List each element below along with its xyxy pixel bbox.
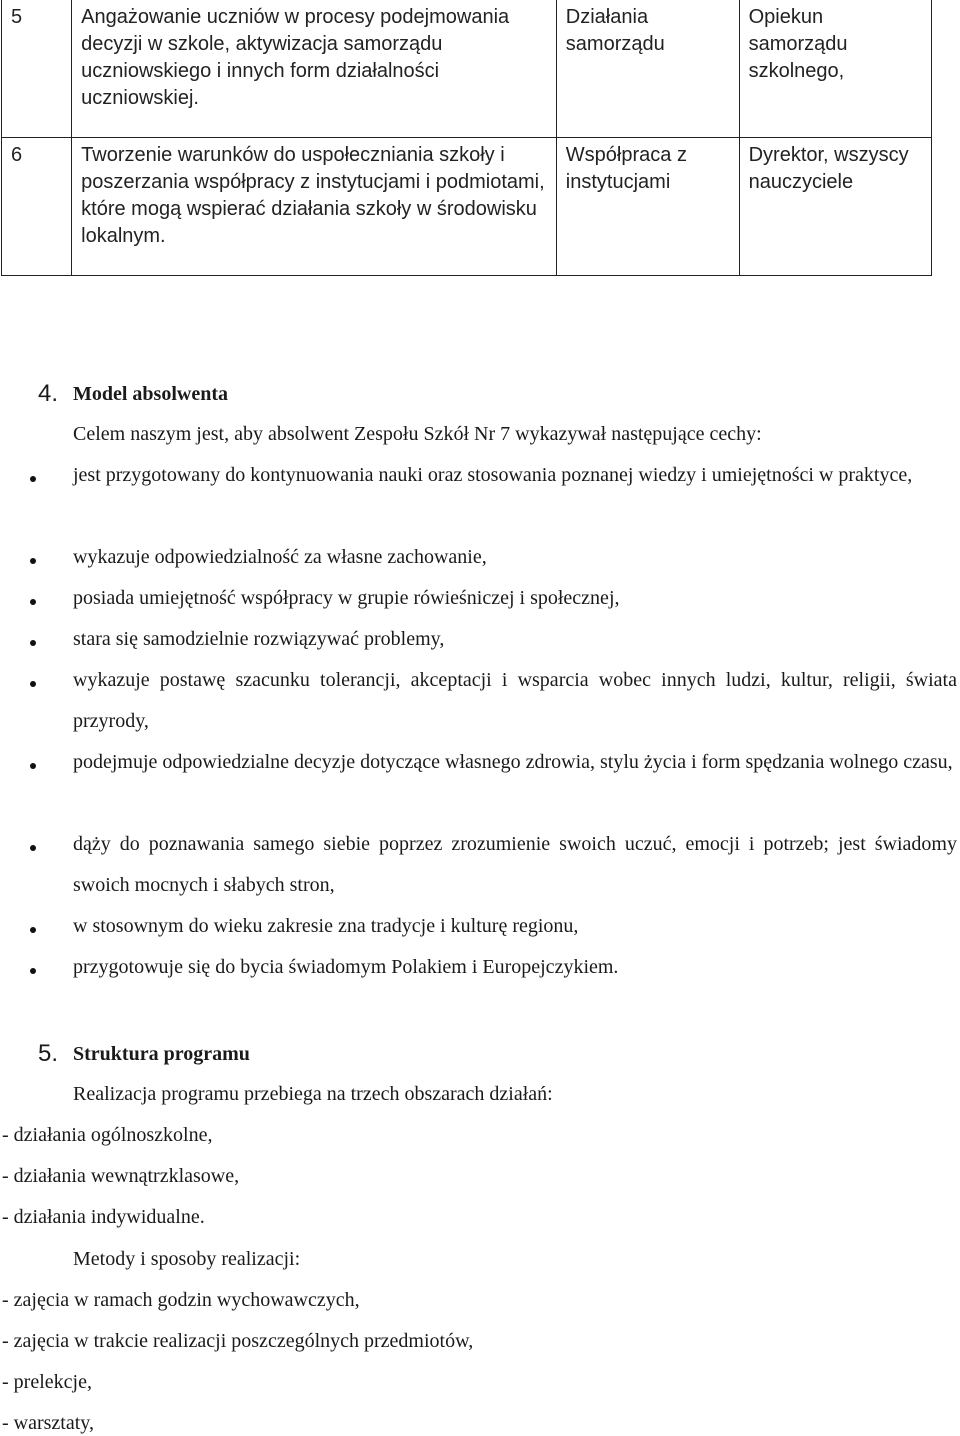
section-number: 5.	[38, 1040, 59, 1067]
bullet-icon	[30, 476, 36, 482]
row-number: 5	[2, 0, 72, 138]
table-row	[2, 0, 932, 138]
list-item: posiada umiejętność współpracy w grupie rówieśniczej i społecznej,	[73, 587, 620, 609]
bullet-icon	[30, 599, 36, 605]
list-item: jest przygotowany do kontynuowania nauki oraz stosowania poznanej wiedzy i umiejętności w praktyce,	[73, 464, 913, 486]
list-item: przygotowuje się do bycia świadomym Polakiem i Europejczykiem.	[73, 956, 619, 978]
list-item: stara się samodzielnie rozwiązywać problemy,	[73, 628, 445, 650]
list-item: - zajęcia w ramach godzin wychowawczych,	[2, 1289, 360, 1311]
list-item: - działania indywidualne.	[2, 1206, 205, 1228]
list-item: - warsztaty,	[2, 1412, 94, 1434]
list-item: dąży do poznawania samego siebie poprzez zrozumienie swoich uczuć, emocji i potrzeb; jest świadomy swoich mocnych i słabych stron,	[73, 833, 957, 896]
table-row	[2, 138, 932, 276]
activities-table	[1, 0, 932, 276]
bullet-icon	[30, 558, 36, 564]
row-task: Angażowanie uczniów w procesy podejmowania decyzji w szkole, aktywizacja samorządu uczniowskiego i innych form działalności uczniowskiej.	[72, 0, 557, 138]
list-item: w stosownym do wieku zakresie zna tradycje i kulturę regionu,	[73, 915, 579, 937]
row-number: 6	[2, 138, 72, 276]
list-item: - działania wewnątrzklasowe,	[2, 1165, 240, 1187]
bullet-icon	[30, 640, 36, 646]
list-item: - działania ogólnoszkolne,	[2, 1124, 213, 1146]
row-responsible: Dyrektor, wszyscy nauczyciele	[739, 138, 931, 276]
row-form: Współpraca z instytucjami	[556, 138, 739, 276]
list-item: - prelekcje,	[2, 1371, 92, 1393]
list-item: wykazuje odpowiedzialność za własne zachowanie,	[73, 546, 487, 568]
bullet-icon	[30, 763, 36, 769]
list-item: wykazuje postawę szacunku tolerancji, akceptacji i wsparcia wobec innych ludzi, kultur, religii, świata przyrody,	[73, 669, 957, 732]
list-item: - zajęcia w trakcie realizacji poszczególnych przedmiotów,	[2, 1330, 474, 1352]
bullet-icon	[30, 845, 36, 851]
methods-intro: Metody i sposoby realizacji:	[73, 1248, 301, 1270]
section-title: Model absolwenta	[73, 383, 228, 405]
list-item: podejmuje odpowiedzialne decyzje dotyczące własnego zdrowia, stylu życia i form spędzania wolnego czasu,	[73, 751, 953, 773]
section-intro: Celem naszym jest, aby absolwent Zespołu Szkół Nr 7 wykazywał następujące cechy:	[73, 423, 762, 445]
bullet-icon	[30, 927, 36, 933]
row-form: Działania samorządu	[556, 0, 739, 138]
section-number: 4.	[38, 380, 59, 407]
section-title: Struktura programu	[73, 1043, 250, 1065]
bullet-icon	[30, 968, 36, 974]
bullet-icon	[30, 681, 36, 687]
row-task: Tworzenie warunków do uspołeczniania szkoły i poszerzania współpracy z instytucjami i podmiotami, które mogą wspierać działania szkoły w środowisku lokalnym.	[72, 138, 557, 276]
row-responsible: Opiekun samorządu szkolnego,	[739, 0, 931, 138]
section-intro: Realizacja programu przebiega na trzech obszarach działań:	[73, 1083, 553, 1105]
